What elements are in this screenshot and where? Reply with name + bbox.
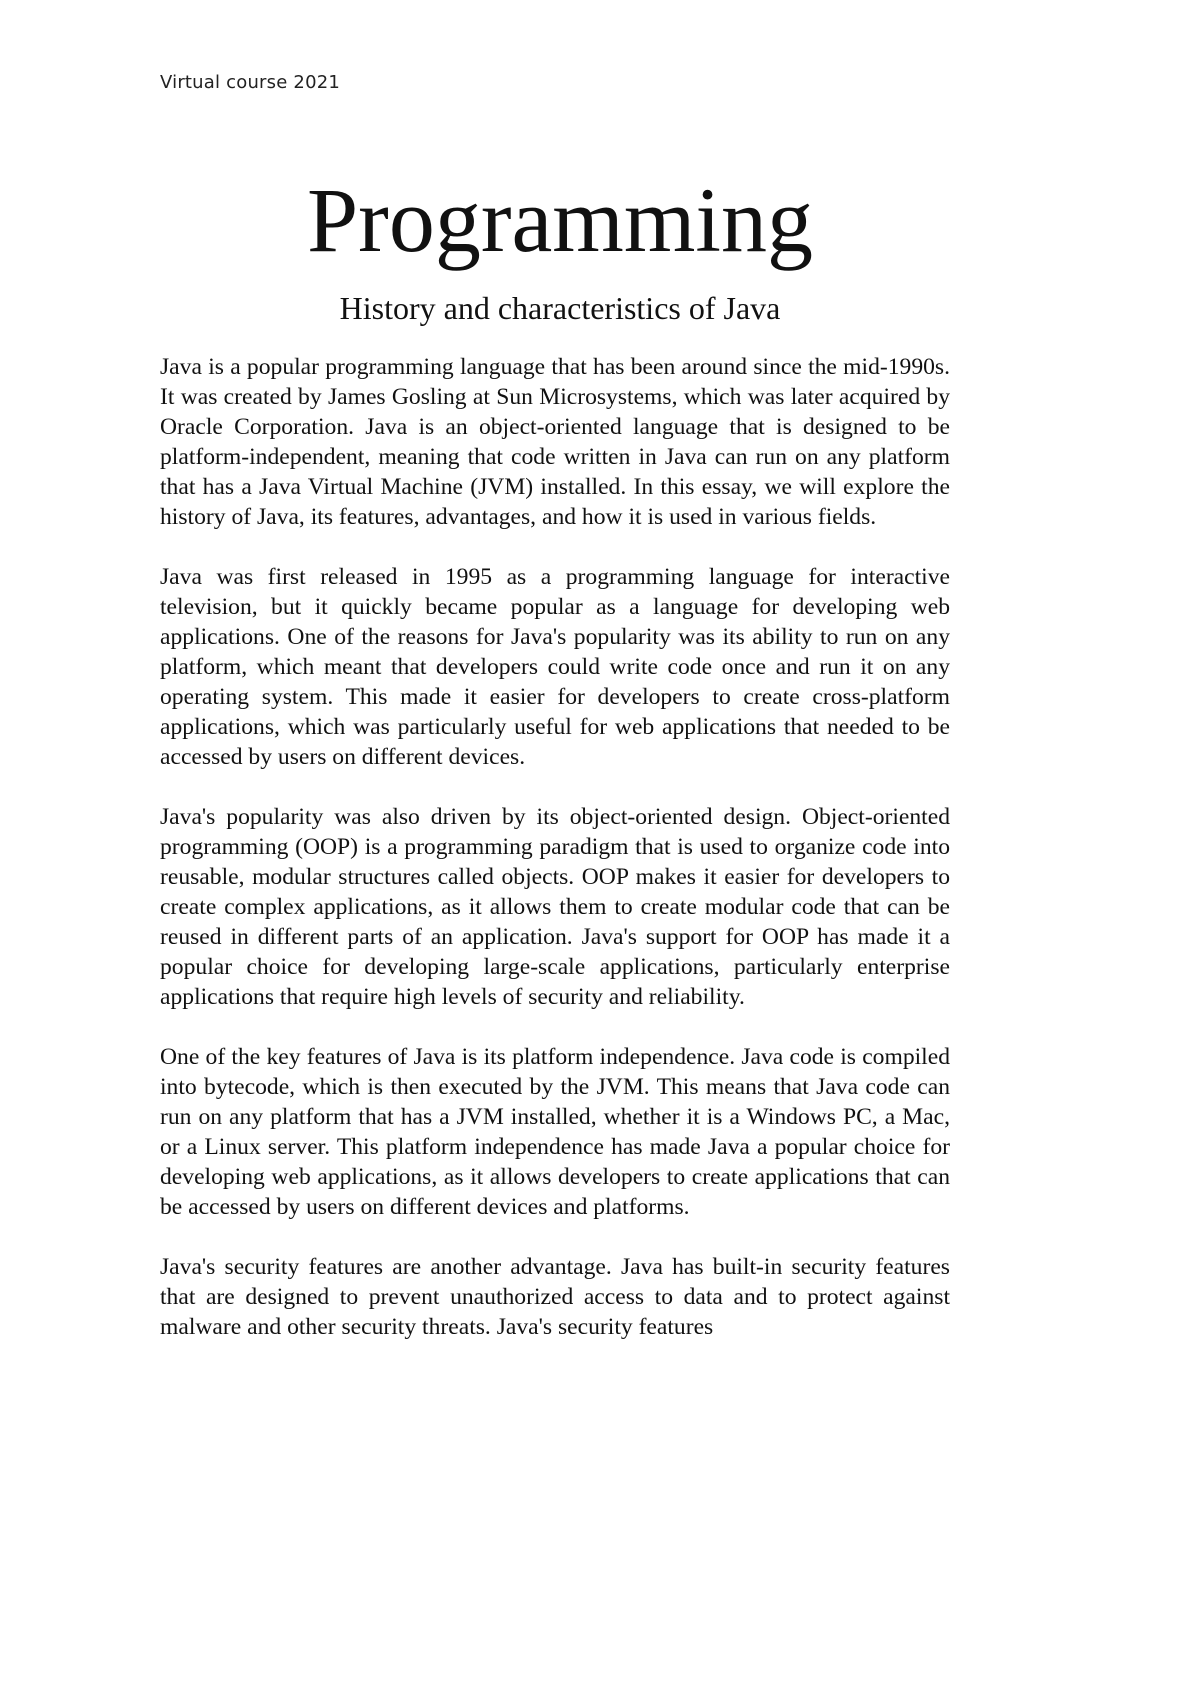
document-body [160,352,950,1372]
paragraph: Java's security features are another advantage. Java has built-in security features that are designed to prevent unauthorized access to data and to protect against malware and other security threats. Java's security features [160,1254,950,1340]
document-subtitle: History and characteristics of Java [339,290,781,326]
paragraph: Java was first released in 1995 as a programming language for interactive television, but it quickly became popular as a language for developing web applications. One of the reasons for Java's popularity was its ability to run on any platform, which meant that developers could write code once and run it on any operating system. This made it easier for developers to create cross-platform applications, which was particularly useful for web applications that needed to be accessed by users on different devices. [160,564,950,770]
document-title: Programming [307,169,813,271]
paragraph: Java is a popular programming language that has been around since the mid-1990s. It was created by James Gosling at Sun Microsystems, which was later acquired by Oracle Corporation. Java is an object-oriented language that is designed to be platform-independent, meaning that code written in Java can run on any platform that has a Java Virtual Machine (JVM) installed. In this essay, we will explore the history of Java, its features, advantages, and how it is used in various fields. [160,354,950,530]
paragraph: Java's popularity was also driven by its object-oriented design. Object-oriented programming (OOP) is a programming paradigm that is used to organize code into reusable, modular structures called objects. OOP makes it easier for developers to create complex applications, as it allows them to create modular code that can be reused in different parts of an application. Java's support for OOP has made it a popular choice for developing large-scale applications, particularly enterprise applications that require high levels of security and reliability. [160,804,950,1010]
paragraph: One of the key features of Java is its platform independence. Java code is compiled into bytecode, which is then executed by the JVM. This means that Java code can run on any platform that has a JVM installed, whether it is a Windows PC, a Mac, or a Linux server. This platform independence has made Java a popular choice for developing web applications, as it allows developers to create applications that can be accessed by users on different devices and platforms. [160,1044,950,1220]
page-header: Virtual course 2021 [160,72,341,93]
